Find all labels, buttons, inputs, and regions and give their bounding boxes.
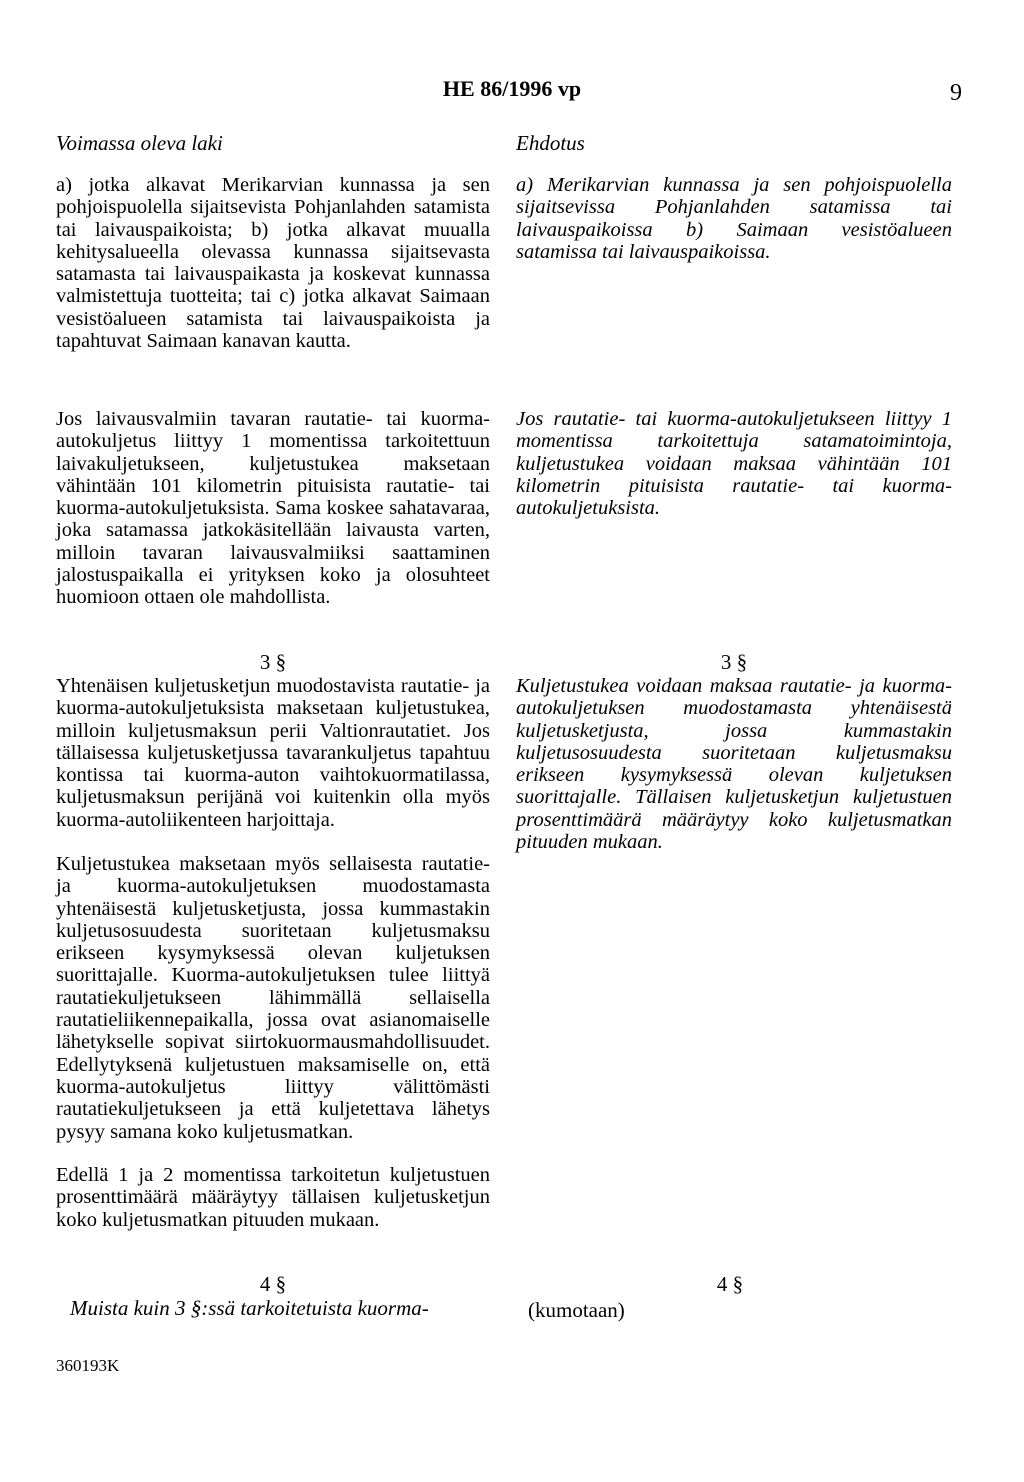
right-section-4-text: (kumotaan) <box>528 1298 625 1322</box>
left-section-3-heading: 3 § <box>259 650 287 674</box>
document-code: 360193K <box>56 1356 120 1375</box>
document-header-title: HE 86/1996 vp <box>442 76 582 101</box>
left-section-3-p3 <box>56 1164 490 1231</box>
left-sec3-p1-text: Yhtenäisen kuljetusketjun muodostavista rautatie- ja kuorma-autokuljetuksista maksetaan kuljetustukea, milloin kuljetusmaksun perii Valtionrautatiet. Jos tällaisessa kuljetusketjussa tavarankuljetus tapahtuu kontissa tai kuorma-auton vaihtokuormatilassa, kuljetusmaksun perijänä voi kuitenkin olla myös kuorma-autoliikenteen harjoittaja. <box>56 675 490 831</box>
left-section-3-p1 <box>56 675 490 831</box>
page-number: 9 <box>950 80 962 106</box>
left-para-2-text: Jos laivausvalmiin tavaran rautatie- tai kuorma-autokuljetus liittyy 1 momentissa tarkoitettuun laivakuljetukseen, kuljetustukea maksetaan vähintään 101 kilometrin pituisista rautatie- tai kuorma-autokuljetuksista. Sama koskee sahatavaraa, joka satamassa jatkokäsitellään laivausta varten, milloin tavaran laivausvalmiiksi saattaminen jalostuspaikalla ei yrityksen koko ja olosuhteet huomioon ottaen ole mahdollista. <box>56 408 490 609</box>
left-section-3-p2 <box>56 853 490 1143</box>
right-list-block <box>516 174 952 263</box>
right-list-text: a) Merikarvian kunnassa ja sen pohjoispuolella sijaitsevissa Pohjanlahden satamissa tai laivauspaikoissa b) Saimaan vesistöalueen satamissa tai laivauspaikoissa. <box>516 174 952 263</box>
left-paragraph-2 <box>56 408 490 609</box>
right-paragraph-2 <box>516 408 952 519</box>
left-column-heading: Voimassa oleva laki <box>56 131 223 155</box>
right-section-3-p1 <box>516 675 952 853</box>
right-sec3-p1-text: Kuljetustukea voidaan maksaa rautatie- ja kuorma-autokuljetuksen muodostamasta yhtenäisestä kuljetusketjusta, jossa kummastakin kuljetusosuudesta suoritetaan kuljetusmaksu erikseen kysymyksessä olevan kuljetuksen suorittajalle. Tällaisen kuljetusketjun kuljetustuen prosenttimäärä määräytyy koko kuljetusmatkan pituuden mukaan. <box>516 675 952 854</box>
left-list-block <box>56 174 490 352</box>
right-para-2-text: Jos rautatie- tai kuorma-autokuljetukseen liittyy 1 momentissa tarkoitettuja satamatoimintoja, kuljetustukea voidaan maksaa vähintään 101 kilometrin pituisista rautatie- tai kuorma-autokuljetuksista. <box>516 408 952 520</box>
left-sec3-p2-text: Kuljetustukea maksetaan myös sellaisesta rautatie- ja kuorma-autokuljetuksen muodostamasta yhtenäisestä kuljetusketjusta, jossa kummastakin kuljetusosuudesta suoritetaan kuljetusmaksu erikseen kysymyksessä olevan kuljetuksen suorittajalle. Kuorma-autokuljetuksen tulee liittyä rautatiekuljetukseen lähimmällä sellaisella rautatieliikennepaikalla, jossa ovat asianomaiselle lähetykselle sopivat siirtokuormausmahdollisuudet. Edellytyksenä kuljetustuen maksamiselle on, että kuorma-autokuljetus liittyy välittömästi rautatiekuljetukseen ja että kuljetettava lähetys pysyy samana koko kuljetusmatkan. <box>56 853 490 1143</box>
right-section-3-heading: 3 § <box>720 650 748 674</box>
right-column-heading: Ehdotus <box>516 131 585 155</box>
left-list-text: a) jotka alkavat Merikarvian kunnassa ja sen pohjoispuolella sijaitsevista Pohjanlahden satamista tai laivauspaikoista; b) jotka alkavat muualla kehitysalueella olevassa kunnassa sijaitsevasta satamasta tai laivauspaikasta ja koskevat kunnassa valmistettuja tuotteita; tai c) jotka alkavat Saimaan vesistöalueen satamista tai laivauspaikoista ja tapahtuvat Saimaan kanavan kautta. <box>56 174 490 353</box>
left-section-4-heading: 4 § <box>259 1272 287 1296</box>
left-sec3-p3-text: Edellä 1 ja 2 momentissa tarkoitetun kuljetustuen prosenttimäärä määräytyy tällaisen kuljetusketjun koko kuljetusmatkan pituuden mukaan. <box>56 1164 490 1231</box>
right-section-4-heading: 4 § <box>716 1272 744 1296</box>
left-section-4-text: Muista kuin 3 §:ssä tarkoitetuista kuorma- <box>70 1296 429 1320</box>
